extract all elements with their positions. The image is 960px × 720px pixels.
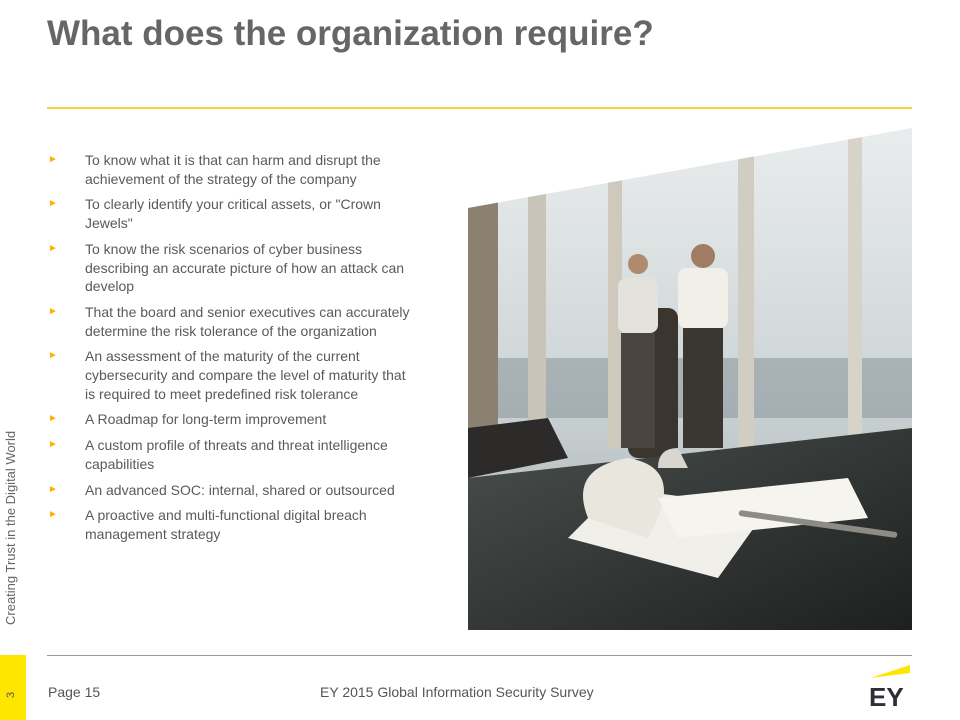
list-item (48, 240, 418, 296)
list-item (48, 303, 418, 340)
list-item (48, 151, 418, 188)
requirements-list (48, 151, 418, 551)
sidebar-tab (0, 655, 26, 720)
list-item-text: To know what it is that can harm and disrupt the achievement of the strategy of the company (85, 152, 381, 187)
list-item-text: To clearly identify your critical assets, or "Crown Jewels" (85, 196, 381, 232)
list-item-text: A proactive and multi-functional digital breach management strategy (85, 507, 367, 542)
list-item-text: To know the risk scenarios of cyber business describing an accurate picture of how an attack can develop (85, 240, 405, 295)
bullet-arrow-icon: ► (48, 483, 58, 495)
list-item (48, 481, 418, 500)
bullet-arrow-icon: ► (48, 350, 58, 362)
list-item-text: A custom profile of threats and threat intelligence capabilities (85, 437, 388, 472)
list-item-text: An advanced SOC: internal, shared or outsourced (85, 481, 395, 498)
sidebar-label: Creating Trust in the Digital World (3, 430, 18, 625)
footer-source: EY 2015 Global Information Security Survey (320, 684, 594, 700)
bullet-arrow-icon: ► (48, 198, 58, 210)
bullet-arrow-icon: ► (48, 305, 58, 317)
bullet-arrow-icon: ► (48, 413, 58, 425)
list-item (48, 347, 418, 403)
sidebar-tab-number: 3 (5, 691, 17, 698)
list-item-text: An assessment of the maturity of the current cybersecurity and compare the level of maturity that is required to meet predefined risk tolerance (85, 348, 406, 402)
list-item-text: That the board and senior executives can accurately determine the risk tolerance of the organization (85, 303, 410, 339)
list-item (48, 410, 418, 429)
footer-divider (47, 655, 912, 656)
list-item (48, 195, 418, 232)
list-item-text: A Roadmap for long-term improvement (85, 411, 327, 428)
bullet-arrow-icon: ► (48, 509, 58, 521)
bullet-arrow-icon: ► (48, 242, 58, 254)
ey-logo-icon (866, 662, 912, 708)
page-number: Page 15 (48, 684, 101, 700)
slide-title: What does the organization require? (47, 14, 654, 53)
list-item (48, 436, 418, 473)
bullet-arrow-icon: ► (48, 439, 58, 451)
office-photo (468, 128, 912, 630)
list-item (48, 506, 418, 543)
title-divider (47, 107, 912, 109)
svg-text:EY: EY (869, 682, 904, 708)
bullet-arrow-icon: ► (48, 154, 58, 165)
